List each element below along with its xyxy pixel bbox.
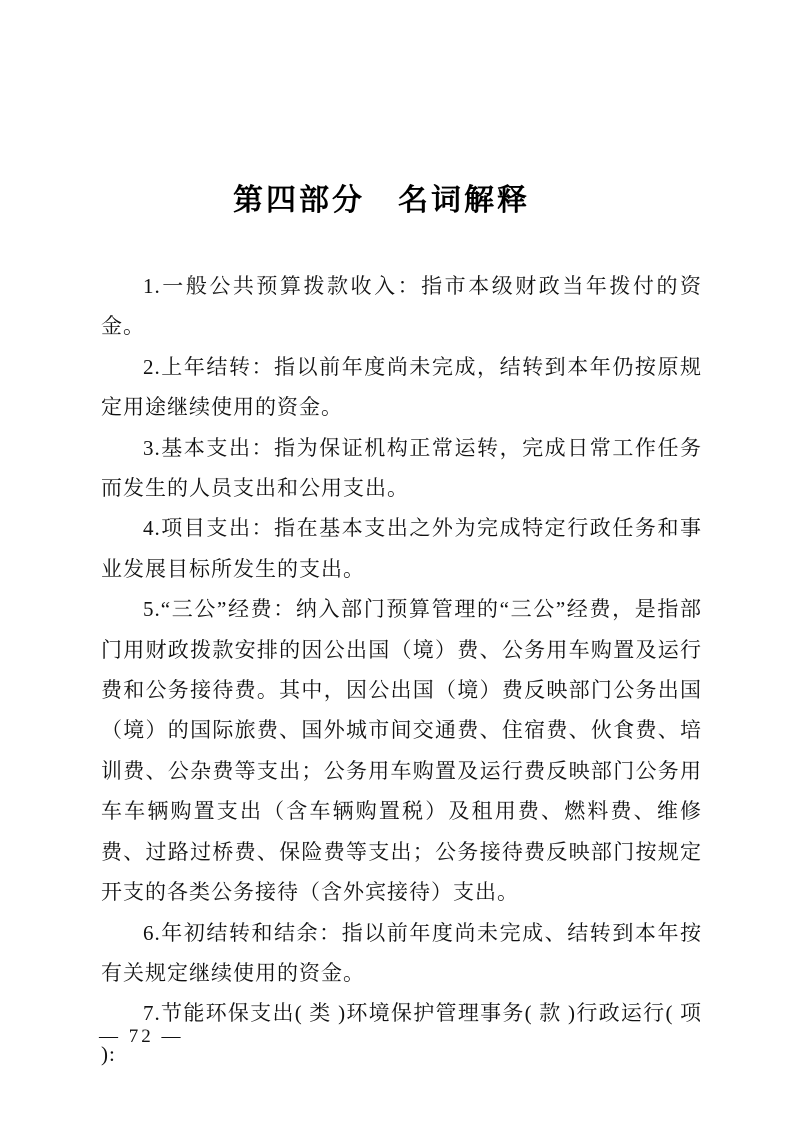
glossary-paragraph-2: 2.上年结转：指以前年度尚未完成，结转到本年仍按原规定用途继续使用的资金。	[101, 354, 702, 420]
glossary-paragraph-7: 7.节能环保支出( 类 )环境保护管理事务( 款 )行政运行( 项 ):	[101, 1001, 702, 1066]
glossary-paragraph-3: 3.基本支出：指为保证机构正常运转，完成日常工作任务而发生的人员支出和公用支出。	[101, 435, 702, 501]
page-number: — 72 —	[99, 1026, 184, 1047]
glossary-paragraph-6: 6.年初结转和结余：指以前年度尚未完成、结转到本年按有关规定继续使用的资金。	[101, 920, 702, 985]
glossary-body	[101, 266, 702, 1074]
glossary-paragraph-4: 4.项目支出：指在基本支出之外为完成特定行政任务和事业发展目标所发生的支出。	[101, 516, 702, 581]
glossary-paragraph-5: 5.“三公”经费：纳入部门预算管理的“三公”经费，是指部门用财政拨款安排的因公出国（境）费、公务用车购置及运行费和公务接待费。其中，因公出国（境）费反映部门公务出国（境）的国际旅费、国外城市间交通费、住宿费、伙食费、培训费、公杂费等支出；公务用车购置及运行费反映部门公务用车车辆购置支出（含车辆购置税）及租用费、燃料费、维修费、过路过桥费、保险费等支出；公务接待费反映部门按规定开支的各类公务接待（含外宾接待）支出。	[101, 597, 702, 905]
page-title: 第四部分 名词解释	[233, 184, 530, 218]
glossary-paragraph-1: 1.一般公共预算拨款收入：指市本级财政当年拨付的资金。	[101, 274, 702, 339]
